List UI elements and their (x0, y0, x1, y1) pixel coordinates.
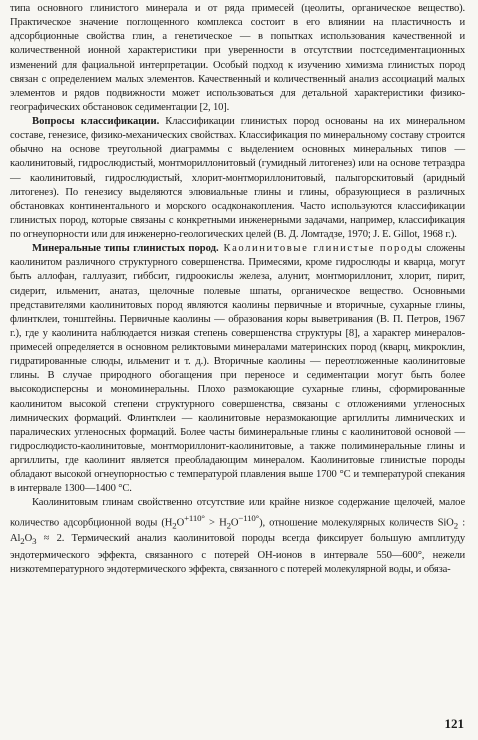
formula-part: : Al (10, 517, 465, 545)
formula-part: > H (204, 517, 227, 529)
section-heading-mineral-types: Минеральные типы глинистых пород. (32, 243, 219, 255)
formula-part: O (24, 533, 33, 545)
subscript: 2 (172, 520, 177, 531)
superscript: +110° (184, 512, 205, 523)
formula-part: O (176, 517, 185, 529)
spaced-term-kaolinite: Каолинитовые глинистые породы (218, 243, 424, 255)
section-heading-classification: Вопросы классификации. (32, 116, 160, 127)
paragraph-clay-chemistry (10, 2, 465, 115)
paragraph-text: Каолинитовым глинам свойственно отсутствие или крайне низкое содержание щелочей, малое количество адсорбционной воды (H (10, 497, 465, 529)
subscript: 3 (32, 536, 37, 547)
superscript: −110° (238, 512, 260, 523)
page-number: 121 (444, 716, 464, 731)
page-body-text (10, 2, 465, 577)
formula-part: ), отношение молекулярных количеств SiO (259, 517, 454, 529)
formula-part: O (230, 517, 239, 529)
subscript: 2 (453, 520, 458, 531)
paragraph-text: типа основного глинистого минерала и от ряда примесей (цеолиты, органическое вещество). Практическое значение поглощенного комплекса состоит в его влиянии на пластичность и адсорбционные свойства глин, а генетическое — в попытках использования качественной и количественной ионной характеристики при уверенности в отсутствии постседиментационных изменений для фациальной интерпретации. Особый подход к изучению химизма глинистых пород связан с определением малых элементов. Качественный и количественный анализ ассоциаций малых элементов и рядов подвижности может использоваться для детальной характеристики физико-географических обстановок седиментации [2, 10]. (10, 3, 465, 113)
paragraph-classification (10, 115, 465, 242)
paragraph-text: сложены каолинитом различного структурного совершенства. Примесями, кроме гидрослюды и кварца, могут быть аллофан, галлуазит, гиббсит, гидроокислы железа, алунит, монтмориллонит, хлорит, пирит, сидерит, ильменит, анатаз, щелочные полевые шпаты, органическое вещество. Основными представителями каолинитовых пород являются каолины первичные и вторичные, сухарные глины, флинтклеи, тонштейны. Первичные каолины — образования коры выветривания (В. П. Петров, 1967 г.), где у каолинита наблюдается низкая степень совершенства структуры [8], а характер минералов-примесей определяется в основном реликтовыми минералами материнских пород (кварц, микроклин, гидратированные слюды, ильменит и т. д.). Вторичные каолины — переотложенные каолинитовые глины. В случае природного обогащения при переносе и седиментации могут быть более высокодисперсны и мономинеральны. Плохо размокающие сухарные глины, сформированные каолинитом высокой степени структурного совершенства, связаны с отложениями угленосных лимнических формаций. Флинтклеи — каолинитовые неразмокающие аргиллиты лимнических и паралических угленосных формаций. Более часты биминеральные глины с каолинитовой основой — гидрослюдисто-каолинитовые, монтмориллонит-каолинитовые, а также полиминеральные глины и аргиллиты, где каолинит является преобладающим минералом. Каолинитовые глинистые породы обладают высокой огнеупорностью с температурой плавления выше 1700 °С и температурой спекания в интервале 1300—1400 °С. (10, 243, 466, 495)
paragraph-text: ≈ 2. Термический анализ каолинитовой породы всегда фиксирует большую амплитуду эндотермического эффекта, связанного с потерей OH-ионов в интервале 550—600°, нежели низкотемпературного эндотермического эффекта, связанного с потерей молекулярной воды, и обяза- (10, 533, 465, 575)
paragraph-mineral-types (10, 242, 465, 496)
subscript: 2 (20, 536, 25, 547)
subscript: 2 (226, 520, 231, 531)
paragraph-kaolinite-properties (10, 496, 465, 576)
paragraph-text: Классификации глинистых пород основаны на их минеральном составе, генезисе, физико-механических свойствах. Классификация по минеральному составу строится обычно на основе треугольной диаграммы с выделением основных минеральных типов — каолинитовый, гидрослюдистый, монтмориллонитовый (гумидный литогенез) или на основе тетраэдра — каолинитовый, гидрослюдистый, хлорит-монтмориллонитовый, палыгорскитовый (аридный литогенез). По генезису выделяются элювиальные глины и глины, образующиеся в различных обстановках континентального и морского осадконакопления. Часто используются классификации глинистых пород, которые связаны с конкретными инженерными задачами, например, классификация по огнеупорности или для инженерно-геологических целей (В. Д. Ломтадзе, 1970; J. E. Gillot, 1968 г.). (10, 116, 466, 240)
